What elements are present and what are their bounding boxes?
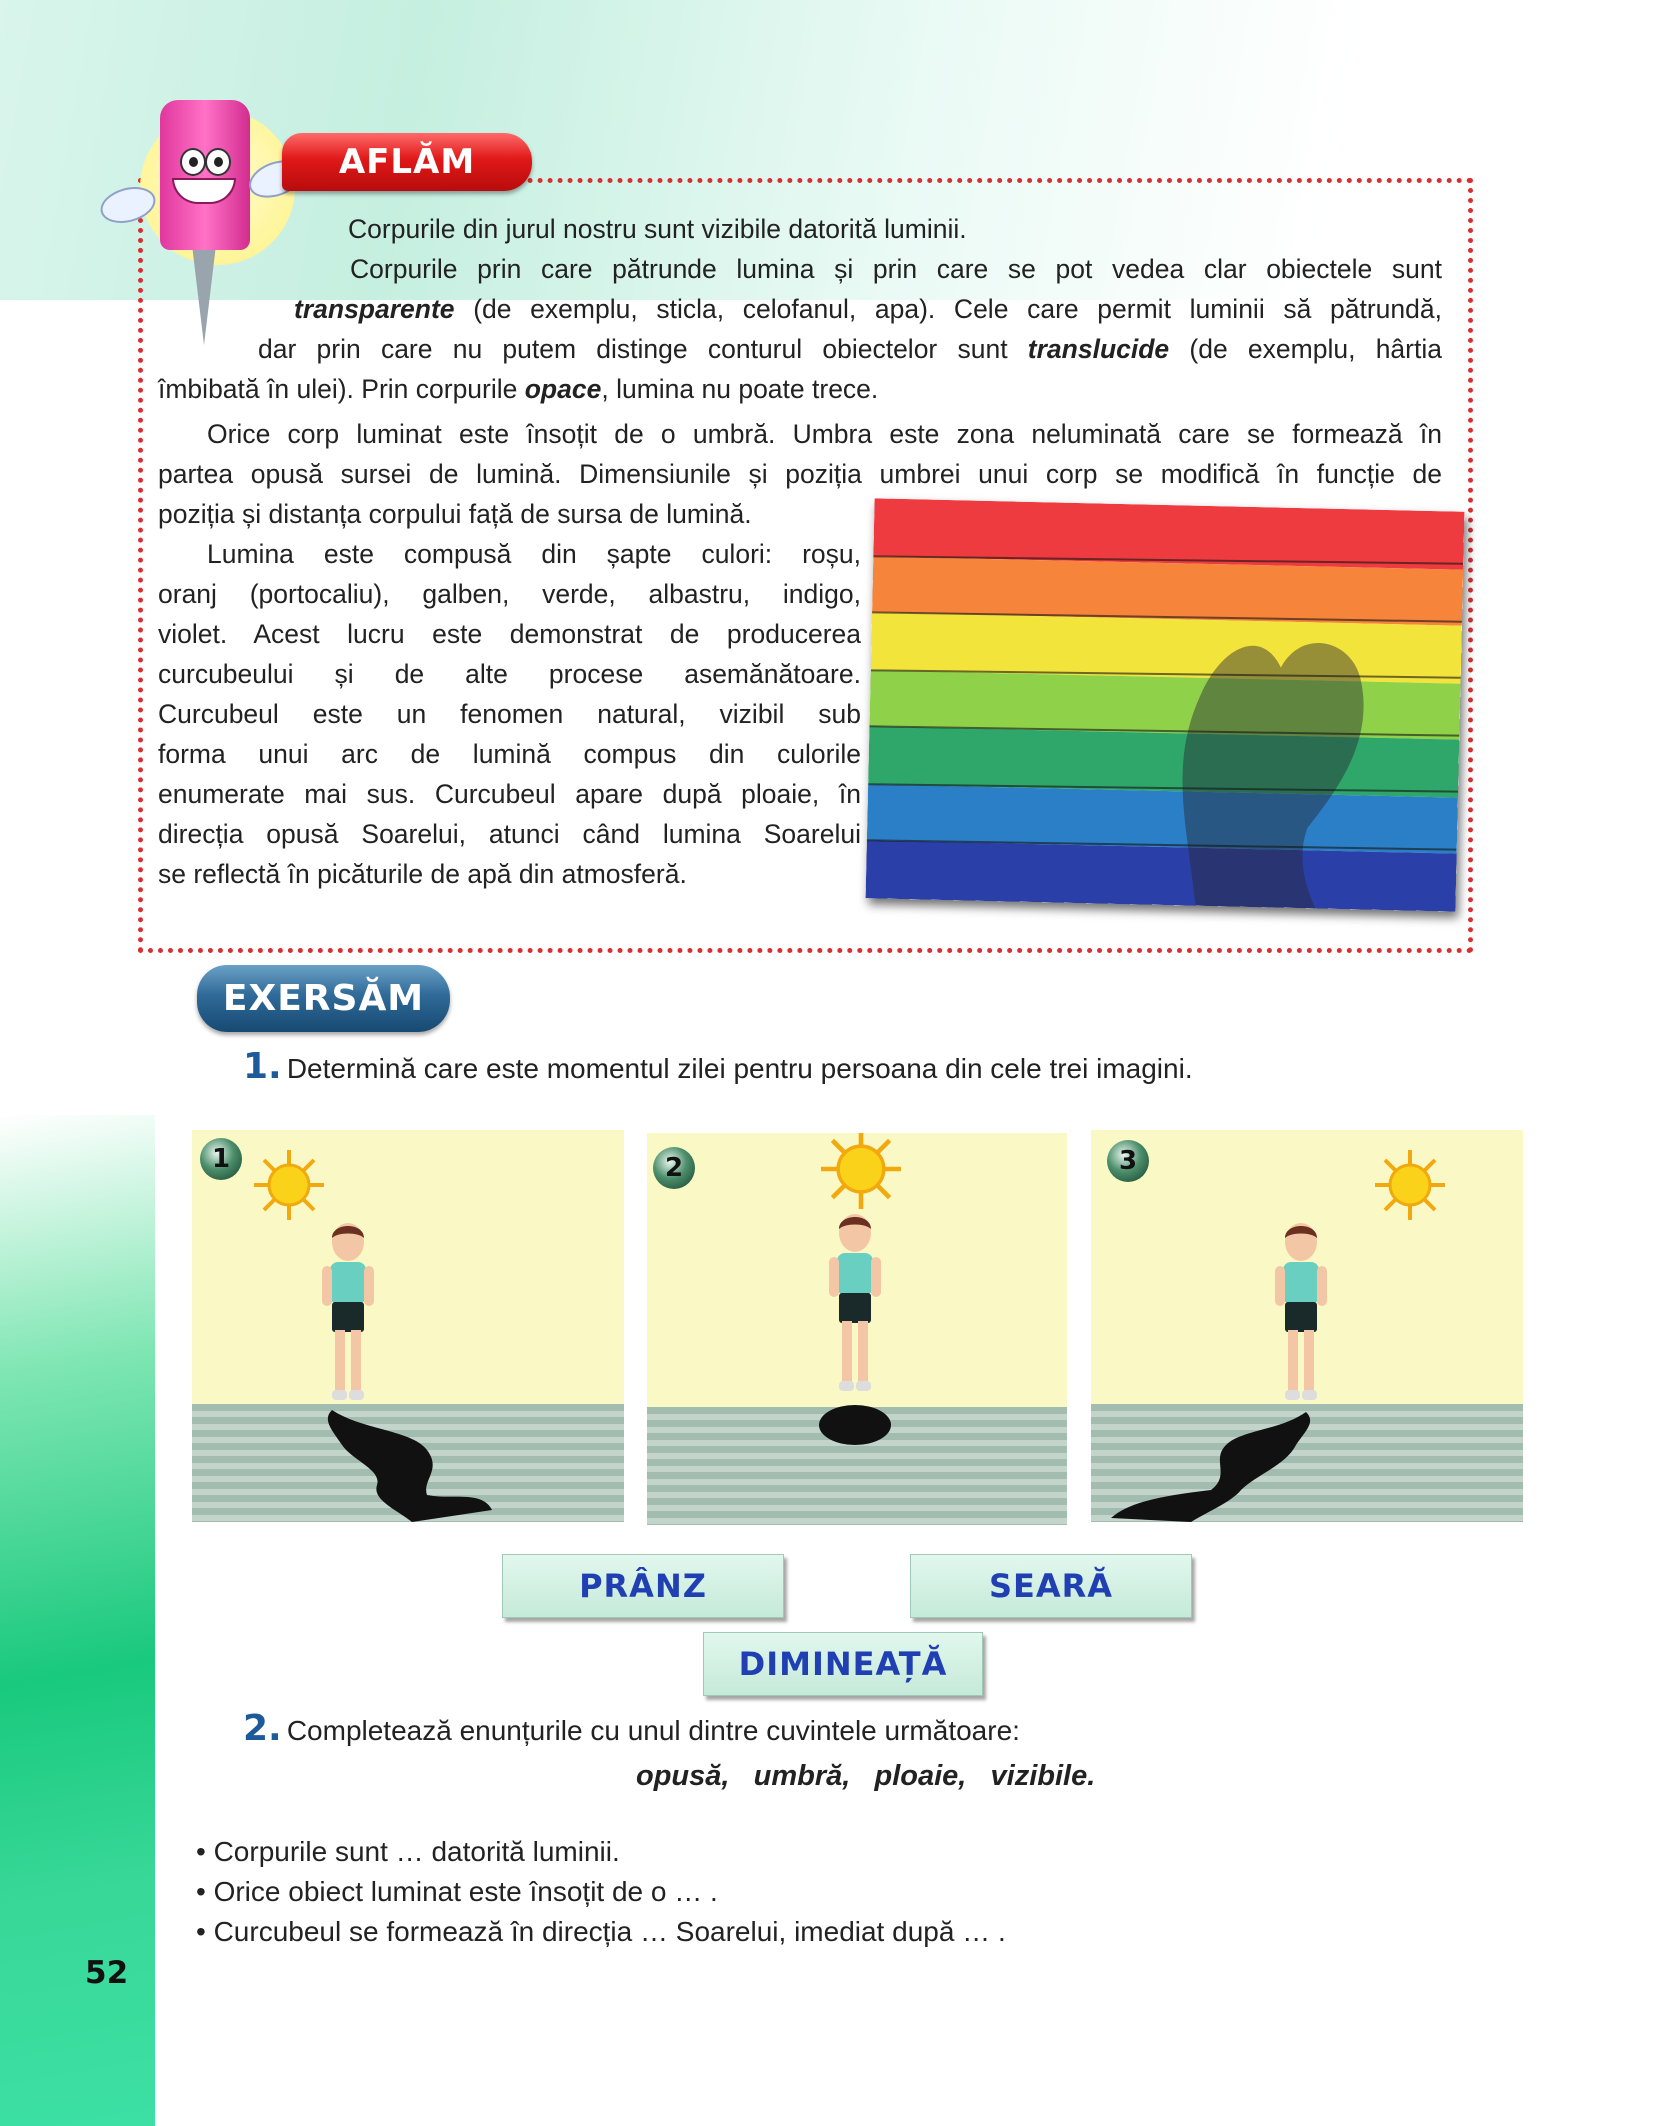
aflam-line-14-text: forma unui arc de lumină compus din culorile bbox=[158, 739, 861, 769]
section-title-exersam: EXERSĂM bbox=[197, 965, 450, 1032]
aflam-line-6 bbox=[207, 414, 1442, 454]
page-number: 52 bbox=[85, 1955, 129, 1991]
mascot-eye-left bbox=[180, 148, 206, 176]
aflam-line-1: Corpurile din jurul nostru sunt vizibile datorită luminii. bbox=[348, 214, 967, 244]
answer-box-pranz[interactable]: PRÂNZ bbox=[502, 1554, 784, 1618]
aflam-line-5-text: îmbibată în ulei). Prin corpurile bbox=[158, 374, 525, 404]
aflam-line-8: poziția și distanța corpului față de sursa de lumină. bbox=[158, 499, 752, 529]
question-1 bbox=[243, 1046, 1193, 1087]
aflam-line-17: se reflectă în picăturile de apă din atmosferă. bbox=[158, 859, 687, 889]
aflam-line-5 bbox=[158, 369, 878, 409]
section-title-aflam: AFLĂM bbox=[282, 133, 532, 191]
aflam-line-12 bbox=[158, 654, 861, 694]
aflam-line-10-text: oranj (portocaliu), galben, verde, albastru, indigo, bbox=[158, 579, 861, 609]
boy-figure bbox=[1269, 1220, 1333, 1420]
mascot-eye-right bbox=[205, 148, 231, 176]
bullet-item-1: • Corpurile sunt … datorită luminii. bbox=[196, 1836, 620, 1867]
aflam-line-7-text: partea opusă sursei de lumină. Dimensiunile și poziția umbrei unui corp se modifică în funcție de bbox=[158, 459, 1442, 489]
aflam-line-4-rest: (de exemplu, hârtia bbox=[1169, 334, 1442, 364]
picture-panel-3 bbox=[1091, 1130, 1523, 1522]
aflam-line-4-text: dar prin care nu putem distinge conturul obiectelor sunt bbox=[258, 334, 1028, 364]
aflam-line-11-text: violet. Acest lucru este demonstrat de producerea bbox=[158, 619, 861, 649]
term-transparente: transparente bbox=[294, 294, 455, 324]
aflam-line-5-rest: , lumina nu poate trece. bbox=[601, 374, 879, 404]
bullet-item-2: • Orice obiect luminat este însoțit de o … . bbox=[196, 1876, 718, 1907]
term-opace: opace bbox=[524, 374, 602, 404]
aflam-line-12-text: curcubeului și de alte procese asemănătoare. bbox=[158, 659, 861, 689]
picture-panel-2 bbox=[647, 1133, 1067, 1525]
rainbow-hands-photo bbox=[866, 498, 1465, 911]
aflam-line-7 bbox=[158, 454, 1442, 494]
word-bank: opusă, umbră, ploaie, vizibile. bbox=[636, 1760, 1096, 1792]
panel-number-badge: 3 bbox=[1107, 1140, 1149, 1182]
panel-number-badge: 1 bbox=[200, 1138, 242, 1180]
pin-needle bbox=[192, 245, 216, 345]
aflam-line-15 bbox=[158, 774, 861, 814]
term-translucide: translucide bbox=[1027, 334, 1170, 364]
question-2-text: Completează enunțurile cu unul dintre cuvintele următoare: bbox=[286, 1715, 1020, 1746]
aflam-line-16-text: direcția opusă Soarelui, atunci când lumina Soarelui bbox=[158, 819, 861, 849]
aflam-line-6-text: Orice corp luminat este însoțit de o umbră. Umbra este zona neluminată care se formează în bbox=[207, 419, 1442, 449]
aflam-line-13-text: Curcubeul este un fenomen natural, vizibil sub bbox=[158, 699, 861, 729]
aflam-line-9 bbox=[207, 534, 861, 574]
aflam-line-10 bbox=[158, 574, 861, 614]
aflam-line-16 bbox=[158, 814, 861, 854]
aflam-line-4 bbox=[258, 329, 1442, 369]
aflam-line-11 bbox=[158, 614, 861, 654]
boy-figure bbox=[823, 1211, 887, 1411]
aflam-line-3-text: (de exemplu, sticla, celofanul, apa). Cele care permit luminii să pătrundă, bbox=[454, 294, 1442, 324]
panel-number-badge: 2 bbox=[653, 1147, 695, 1189]
aflam-line-15-text: enumerate mai sus. Curcubeul apare după ploaie, în bbox=[158, 779, 861, 809]
aflam-line-13 bbox=[158, 694, 861, 734]
side-decoration bbox=[0, 1115, 155, 2126]
bullet-item-3: • Curcubeul se formează în direcția … Soarelui, imediat după … . bbox=[196, 1916, 1006, 1947]
picture-panel-1 bbox=[192, 1130, 624, 1522]
answer-box-seara[interactable]: SEARĂ bbox=[910, 1554, 1192, 1618]
hand-heart-shadow bbox=[866, 498, 1465, 911]
aflam-line-9-text: Lumina este compusă din șapte culori: roșu, bbox=[207, 539, 861, 569]
pin-head bbox=[160, 100, 250, 250]
question-1-text: Determină care este momentul zilei pentru persoana din cele trei imagini. bbox=[286, 1053, 1193, 1084]
aflam-line-14 bbox=[158, 734, 861, 774]
aflam-line-2-text: Corpurile prin care pătrunde lumina și prin care se pot vedea clar obiectele sunt bbox=[350, 254, 1442, 284]
aflam-line-3 bbox=[294, 289, 1442, 329]
aflam-line-2 bbox=[350, 249, 1442, 289]
question-2-number: 2. bbox=[243, 1708, 282, 1749]
boy-shadow bbox=[192, 1130, 624, 1522]
question-1-number: 1. bbox=[243, 1046, 282, 1087]
question-2 bbox=[243, 1708, 1020, 1749]
boy-figure bbox=[316, 1220, 380, 1420]
answer-box-dimineata[interactable]: DIMINEAȚĂ bbox=[703, 1632, 983, 1696]
